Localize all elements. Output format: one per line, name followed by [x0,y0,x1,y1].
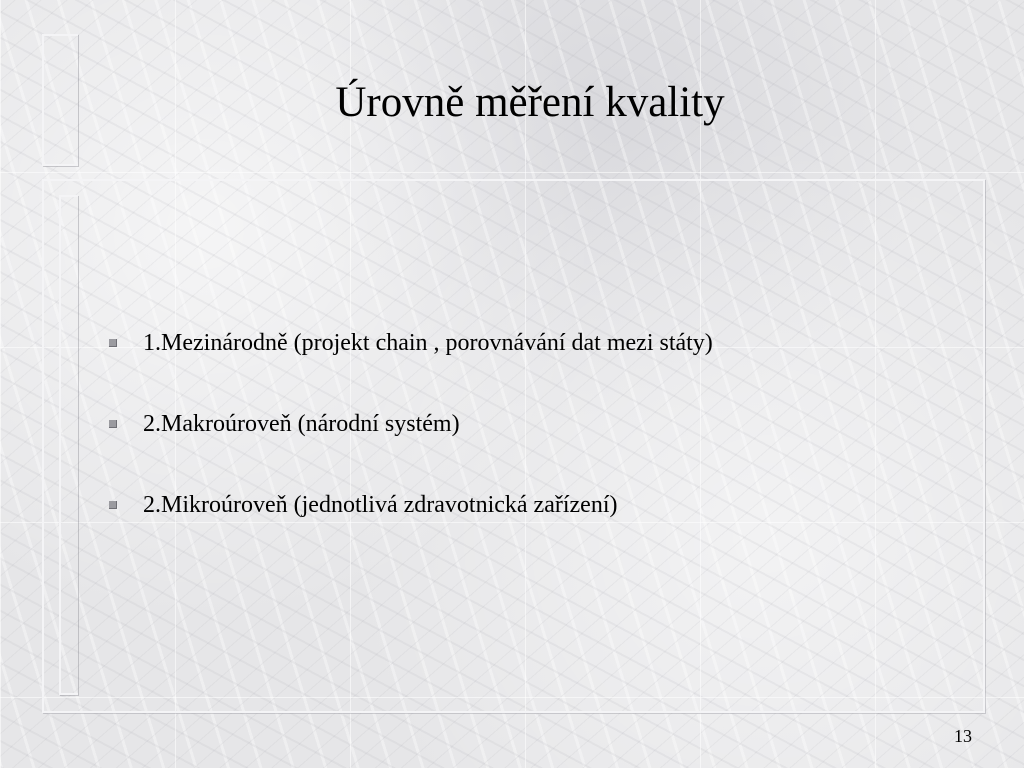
bullet-item [105,484,713,565]
content-bracket-decoration [59,195,78,695]
square-bullet-icon [109,339,117,347]
bullet-item [105,322,713,403]
bullet-text: 1.Mezinárodně (projekt chain , porovnávání dat mezi státy) [143,330,713,356]
slide-title: Úrovně měření kvality [335,79,725,126]
bullet-item [105,403,713,484]
title-bracket-decoration [42,34,78,166]
bullet-list [105,322,713,565]
page-number: 13 [954,726,972,746]
square-bullet-icon [109,501,117,509]
square-bullet-icon [109,420,117,428]
bullet-text: 2.Makroúroveň (národní systém) [143,411,460,437]
bullet-text: 2.Mikroúroveň (jednotlivá zdravotnická zařízení) [143,492,618,518]
